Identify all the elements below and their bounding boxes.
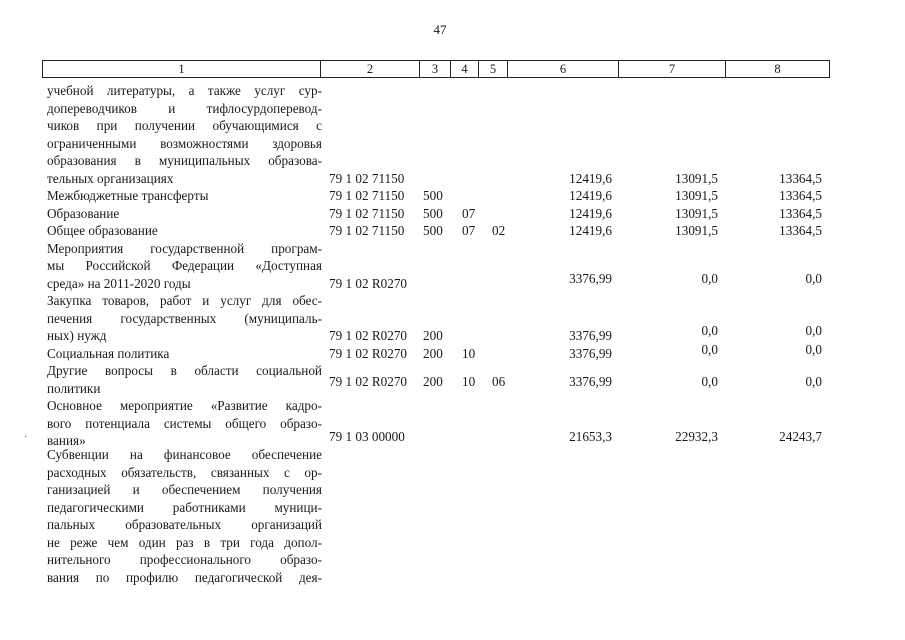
target-code: 79 1 02 R0270 <box>329 374 408 389</box>
amount-col-8: 13364,5 <box>779 188 822 203</box>
amount-col-7: 13091,5 <box>675 223 718 238</box>
section-code: 07 <box>462 223 476 238</box>
target-code: 79 1 02 R0270 <box>329 275 408 291</box>
amount-col-6: 12419,6 <box>569 170 612 186</box>
amount-col-7: 0,0 <box>701 341 718 357</box>
row-description: Социальная политика <box>47 345 170 361</box>
amount-col-8: 0,0 <box>805 323 822 338</box>
amount-col-6: 21653,3 <box>569 429 612 444</box>
column-header-7: 7 <box>619 61 726 78</box>
amount-col-6: 3376,99 <box>569 374 612 389</box>
amount-col-6: 12419,6 <box>569 223 612 238</box>
row-description: учебной литературы, а также услуг сур- допереводчиков и тифлосурдоперевод- чиков при получении обучающимися с ограниченными возможностями здоровья образования в муниципальных образова- тельных организациях <box>47 83 322 186</box>
amount-col-7: 22932,3 <box>675 429 718 444</box>
target-code: 79 1 02 71150 <box>329 170 405 186</box>
subsection-code: 06 <box>492 374 506 389</box>
column-header-8: 8 <box>726 61 830 78</box>
amount-col-8: 24243,7 <box>779 429 822 444</box>
column-header-4: 4 <box>451 61 479 78</box>
row-description: Закупка товаров, работ и услуг для обес- печения государственных (муниципаль- ных) нужд <box>47 293 322 343</box>
amount-col-8: 0,0 <box>805 374 822 389</box>
target-code: 79 1 02 R0270 <box>329 345 408 361</box>
expense-type: 500 <box>423 223 443 238</box>
amount-col-8: 0,0 <box>805 341 822 357</box>
amount-col-7: 13091,5 <box>675 170 718 186</box>
amount-col-7: 13091,5 <box>675 205 718 221</box>
target-code: 79 1 02 71150 <box>329 205 405 221</box>
column-header-3: 3 <box>420 61 451 78</box>
amount-col-6: 3376,99 <box>569 270 612 286</box>
row-description: Другие вопросы в области социальной политики <box>47 363 322 396</box>
target-code: 79 1 02 71150 <box>329 188 405 203</box>
column-header-1: 1 <box>43 61 321 78</box>
column-header-5: 5 <box>479 61 508 78</box>
amount-col-7: 0,0 <box>701 374 718 389</box>
section-code: 10 <box>462 374 476 389</box>
scan-speck: · <box>24 432 28 443</box>
row-description: Межбюджетные трансферты <box>47 188 209 203</box>
amount-col-7: 13091,5 <box>675 188 718 203</box>
row-description: Общее образование <box>47 223 158 238</box>
column-header-2: 2 <box>321 61 420 78</box>
expense-type: 200 <box>423 374 443 389</box>
row-description: Основное мероприятие «Развитие кадро- вого потенциала системы общего образо- вания» <box>47 398 322 448</box>
amount-col-8: 13364,5 <box>779 223 822 238</box>
amount-col-6: 12419,6 <box>569 205 612 221</box>
expense-type: 200 <box>423 345 443 361</box>
amount-col-6: 3376,99 <box>569 328 612 343</box>
column-header-6: 6 <box>508 61 619 78</box>
amount-col-8: 13364,5 <box>779 205 822 221</box>
row-description: Мероприятия государственной програм- мы Российской Федерации «Доступная среда» на 2011-2020 годы <box>47 240 322 291</box>
amount-col-8: 0,0 <box>805 270 822 286</box>
page-number: 47 <box>433 22 447 37</box>
amount-col-6: 12419,6 <box>569 188 612 203</box>
expense-type: 200 <box>423 328 443 343</box>
expense-type: 500 <box>423 205 443 221</box>
subsection-code: 02 <box>492 223 506 238</box>
expense-type: 500 <box>423 188 443 203</box>
target-code: 79 1 03 00000 <box>329 429 405 444</box>
amount-col-7: 0,0 <box>701 323 718 338</box>
section-code: 10 <box>462 345 476 361</box>
row-description: Образование <box>47 205 120 221</box>
target-code: 79 1 02 R0270 <box>329 328 408 343</box>
amount-col-7: 0,0 <box>701 270 718 286</box>
row-description: Субвенции на финансовое обеспечение расходных обязательств, связанных с ор- ганизацией и обеспечением получения педагогическими работниками муници- пальных образовательных организаций не реже чем один раз в три года допол- нительного профессионального образо- вания по профилю педагогической дея- <box>47 447 322 585</box>
amount-col-8: 13364,5 <box>779 170 822 186</box>
target-code: 79 1 02 71150 <box>329 223 405 238</box>
section-code: 07 <box>462 205 476 221</box>
amount-col-6: 3376,99 <box>569 345 612 361</box>
